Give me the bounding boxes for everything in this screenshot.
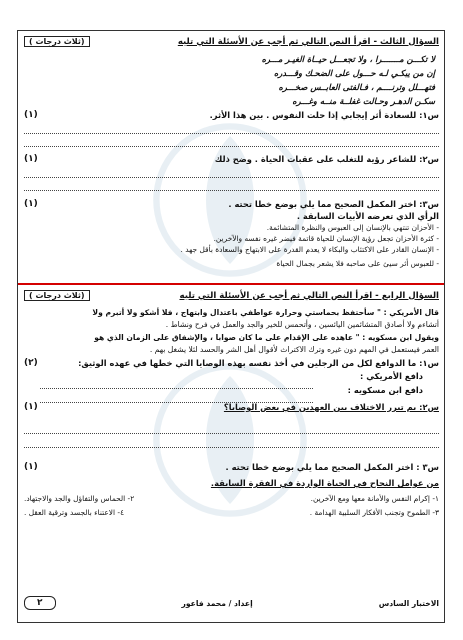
q3-option[interactable]: - كثرة الأحزان تجعل رؤية الإنسان للحياة قاتمة فيضر غيره نفسه والآخرين.: [213, 234, 439, 243]
poem-line: إن من يبكـي لـه حـــول على الضحـك وقـــدره: [273, 68, 435, 78]
q4-s1-text: س١: ما الدوافع لكل من الرجلين في أخذ نفسه بهذه الوصايا التي خطها في عهده الوثيق:: [78, 358, 439, 368]
q4-header: [24, 290, 439, 301]
q4-s2-text: س٢: بم تبرر الاختلاف بين العهدين في بعض الوصايا؟: [223, 402, 439, 412]
answer-line[interactable]: [24, 177, 439, 178]
poem-line: سكـن الدهـر وحـالت غفلــة منــه وغـــره: [292, 96, 435, 106]
answer-line[interactable]: [24, 146, 439, 147]
q4-motive-2: [24, 385, 423, 395]
q3-title: السؤال الثالث - اقرأ النص التالي ثم أجب عن الأسئلة التي تليه: [177, 36, 439, 47]
q3-header: [24, 36, 439, 47]
q3-s1-mark: (١): [24, 110, 38, 120]
q3-s3: [24, 199, 439, 209]
footer-author: إعداد / محمد فاعور: [181, 598, 253, 608]
page-footer: [24, 596, 439, 610]
q3-s2: [24, 154, 439, 164]
q3-s3-text: س٣: اختر المكمل الصحيح مما يلي بوضع خطا تحته .: [228, 199, 439, 209]
q4-marks: (ثلاث درجات ): [24, 290, 90, 301]
q4-options-row-2: [24, 508, 439, 517]
q4-s3-mark: (١): [24, 462, 38, 472]
q4-motive-2-label: دافع ابن مسكويه :: [347, 385, 423, 395]
q4-option[interactable]: ٣- الطموح وتجنب الأفكار السلبية الهدامة .: [309, 508, 439, 517]
q4-paragraph-line: أتشاءم ولا أصادق المتشائمين اليائسين ، وأتحمس للخير والجد والعمل في فرح ونشاط .: [165, 320, 439, 329]
q4-options-row-1: [24, 494, 439, 503]
q4-paragraph-line: العمر فيستعمل في المهم دون غيره وترك الاكتراث لأقوال أهل الشر والحسد لئلا يشغل بهم .: [149, 345, 439, 354]
q3-s1: [24, 110, 439, 120]
q4-motive-1-label: دافع الأمريكي :: [360, 371, 423, 381]
q4-s1: [24, 358, 439, 368]
q4-title: السؤال الرابع - اقرأ النص التالي ثم أجب عن الأسئلة التي تليه: [179, 290, 439, 301]
poem-line: لا تكـــن مـــــــرا ، ولا تجعـــل حيــاة الغيـر مـــره: [261, 54, 435, 64]
q4-s3-stem: من عوامل النجاح في الحياة الواردة في الفقرة السابقة.: [210, 478, 439, 488]
q3-s1-text: س١: للسعادة أثر إيجابي إذا حلت النفوس . بين هذا الأثر.: [209, 110, 439, 120]
q4-option[interactable]: ١- إكرام النفس والأمانة معها ومع الآخرين.: [310, 494, 439, 503]
q4-option[interactable]: ٢- الحماس والتفاؤل والجد والاجتهاد.: [24, 494, 135, 503]
q3-s3-mark: (١): [24, 199, 38, 209]
q4-s3-text: س٣ : اختر المكمل الصحيح مما يلي بوضع خطا تحته .: [225, 462, 439, 472]
answer-line[interactable]: [24, 190, 439, 191]
answer-line[interactable]: [24, 133, 439, 134]
q3-option[interactable]: - الأحزان تنتهي بالإنسان إلى العبوس والنظرة المتشائمة.: [266, 223, 439, 232]
q3-marks: (ثلاث درجات ): [24, 36, 90, 47]
q4-paragraph-line: ويقول ابن مسكويه : " عاهده على الإقدام على ما كان صوابا ، والإشفاق على الزمان الذي هو: [94, 333, 439, 342]
q4-option[interactable]: ٤- الاعتناء بالجسد وترقية العقل .: [24, 508, 125, 517]
q4-s1-mark: (٢): [24, 358, 38, 368]
q3-s3-stem: الرأي الذي تعرضه الأبيات السابقة .: [296, 211, 439, 221]
poem-line: فتهـــلل وترنــــم ، فـالفتى العابــس صخـــره: [278, 82, 435, 92]
q4-s3: [24, 462, 439, 472]
q3-s2-text: س٢: للشاعر رؤية للتغلب على عقبات الحياة . وضح ذلك: [214, 154, 439, 164]
footer-exam-name: الاختبار السادس: [378, 598, 439, 608]
q3-s2-mark: (١): [24, 154, 38, 164]
q3-option[interactable]: - للعبوس أثر سيئ على صاحبه فلا يشعر بجمال الحياة: [276, 259, 439, 268]
q3-option[interactable]: - الإنسان القادر على الاكتئاب والبكاء لا يعدم القدرة على الابتهاج والسعادة بأقل جهد .: [180, 245, 439, 254]
q4-motive-1: [24, 371, 423, 381]
q4-paragraph-line: قال الأمريكي : " سأحتفظ بحماستي وحرارة عواطفي باعتدال وابتهاج ، فلا أشكو ولا أتبرم ولا: [92, 308, 439, 317]
answer-line[interactable]: [24, 433, 439, 434]
q4-s2: [24, 402, 439, 412]
q4-s2-mark: (١): [24, 402, 38, 412]
answer-line[interactable]: [24, 447, 439, 448]
section-divider: [18, 283, 444, 285]
page-number: ٢: [24, 596, 56, 610]
